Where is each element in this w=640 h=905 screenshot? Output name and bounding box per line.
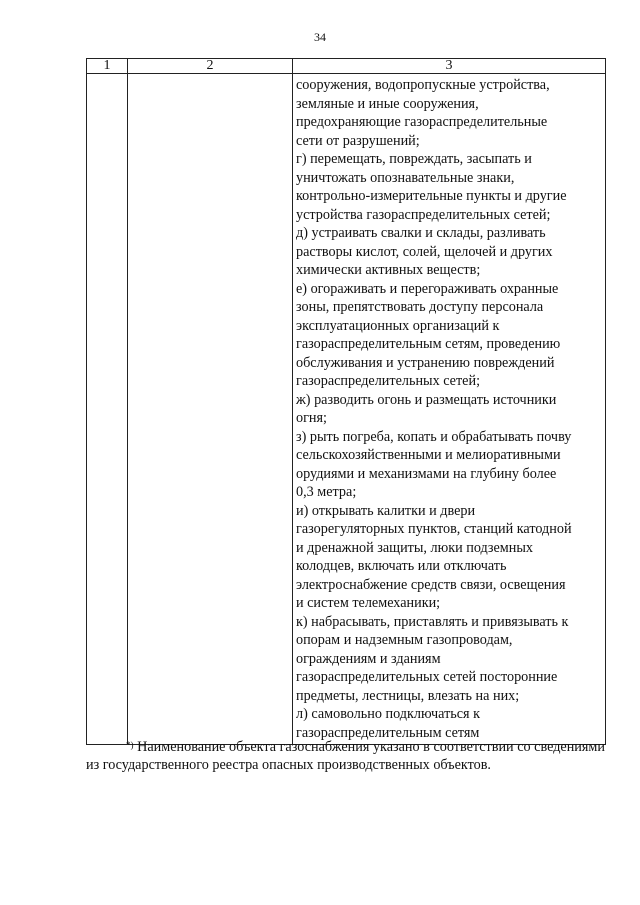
text-line: з) рыть погреба, копать и обрабатывать почву [296,428,572,445]
text-line: и дренажной защиты, люки подземных [296,539,533,556]
text-line: и) открывать калитки и двери [296,502,476,519]
text-line: предохраняющие газораспределительные [296,114,548,130]
column-header-1: 1 [87,59,128,74]
text-line: зоны, препятствовать доступу персонала [296,299,544,315]
text-line: сельскохозяйственными и мелиоративными [296,447,561,463]
footnote [86,738,605,774]
text-line: электроснабжение средств связи, освещения [296,576,566,593]
page-number: 34 [314,30,326,44]
text-line: л) самовольно подключаться к [296,706,481,722]
cell-col1 [87,74,128,745]
text-line: сети от разрушений; [296,132,420,149]
text-line: г) перемещать, повреждать, засыпать и [296,151,532,167]
text-line: 0,3 метра; [296,484,357,500]
text-line: обслуживания и устранению повреждений [296,354,555,371]
column-header-3: 3 [293,59,606,74]
footnote-marker: *) [126,740,134,750]
cell-col2 [128,74,293,745]
text-line: газораспределительным сетям, проведению [296,336,561,352]
text-line: уничтожать опознавательные знаки, [296,169,515,186]
text-line: растворы кислот, солей, щелочей и других [296,243,553,260]
text-line: к) набрасывать, приставлять и привязывать к [296,613,569,630]
text-line: газораспределительных сетей посторонние [296,669,558,685]
text-line: газораспределительным сетям [296,724,480,741]
text-line: земляные и иные сооружения, [296,95,479,112]
text-line: огня; [296,410,327,426]
text-line: предметы, лестницы, влезать на них; [296,687,520,704]
text-line: сооружения, водопропускные устройства, [296,77,550,93]
text-line: химически активных веществ; [296,262,481,278]
column-header-2: 2 [128,59,293,74]
footnote-text: Наименование объекта газоснабжения указано в соответствии со сведениями из государственного реестра опасных производственных объектов. [86,739,605,773]
text-line: устройства газораспределительных сетей; [296,206,551,223]
text-line: опорам и надземным газопроводам, [296,632,513,648]
text-line: контрольно-измерительные пункты и другие [296,188,567,204]
cell-col3 [293,74,606,745]
text-line: колодцев, включать или отключать [296,558,507,574]
text-line: эксплуатационных организаций к [296,317,500,334]
text-line: и систем телемеханики; [296,595,441,611]
text-line: д) устраивать свалки и склады, разливать [296,225,546,241]
text-line: ограждениям и зданиям [296,650,441,667]
requirements-table [86,58,606,745]
text-line: газорегуляторных пунктов, станций катодной [296,521,572,537]
text-line: е) огораживать и перегораживать охранные [296,280,559,297]
restrictions-text [293,74,605,744]
table-header-row [87,59,606,74]
text-line: ж) разводить огонь и размещать источники [296,391,557,408]
text-line: газораспределительных сетей; [296,373,481,389]
text-line: орудиями и механизмами на глубину более [296,465,557,482]
table-row [87,74,606,745]
